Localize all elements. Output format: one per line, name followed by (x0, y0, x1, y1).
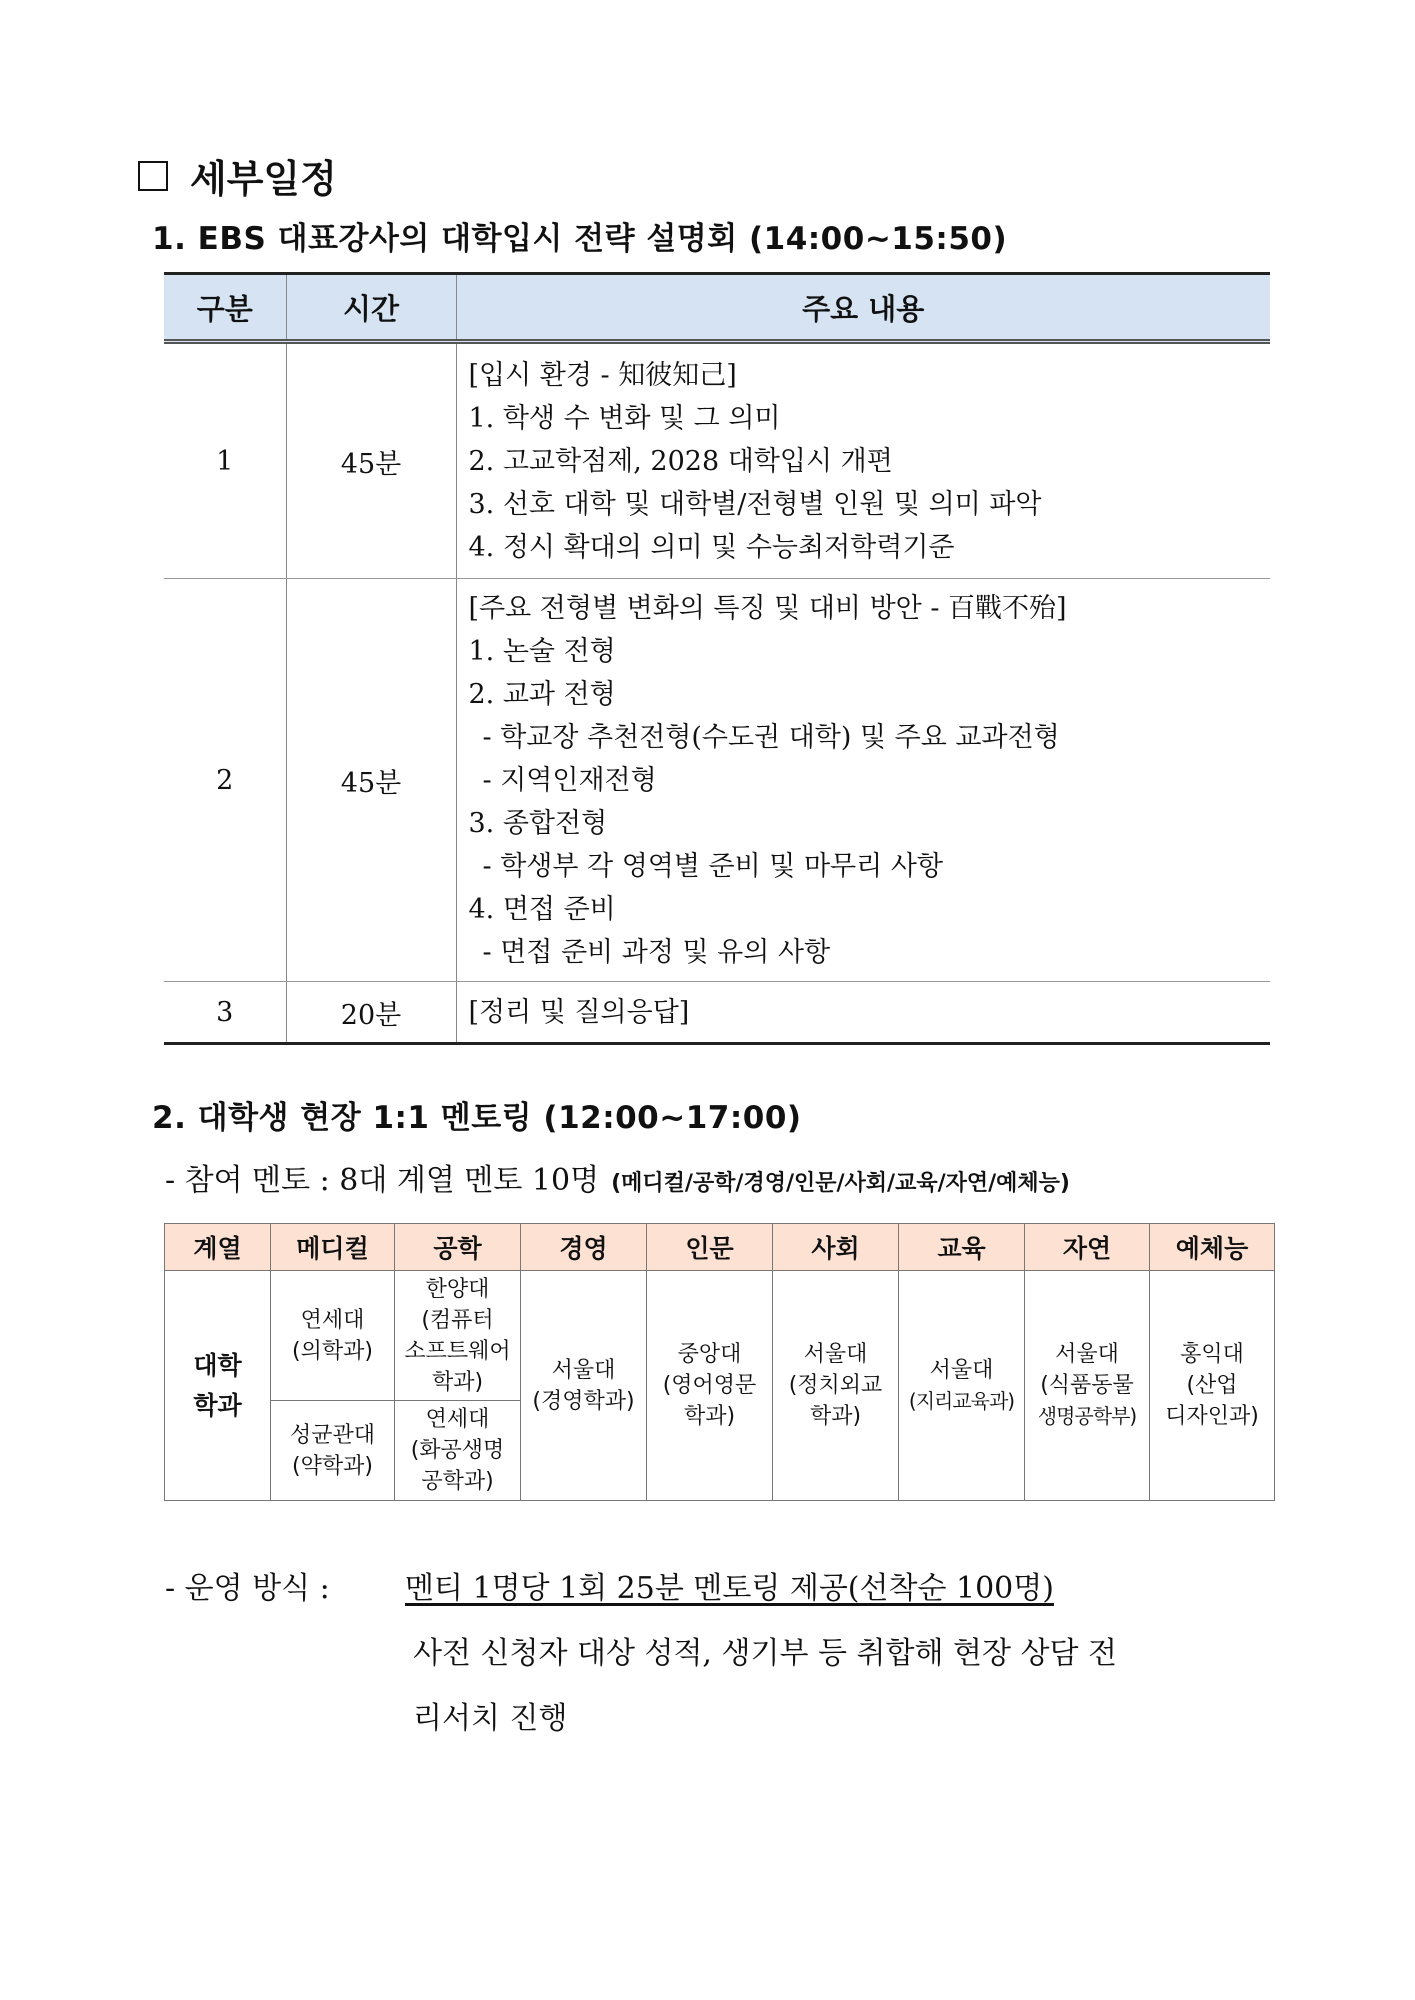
header-medical: 메디컬 (271, 1224, 395, 1271)
content-line: - 학교장 추천전형(수도권 대학) 및 주요 교과전형 (482, 721, 1060, 753)
mentor-cell-engineering-2: 연세대 (화공생명 공학과) (395, 1401, 521, 1501)
content-line: 3. 선호 대학 및 대학별/전형별 인원 및 의미 파악 (468, 488, 1042, 520)
header-business: 경영 (521, 1224, 647, 1271)
content-line: - 면접 준비 과정 및 유의 사항 (482, 936, 831, 968)
content-line: [주요 전형별 변화의 특징 및 대비 방안 - 百戰不殆] (468, 592, 1067, 624)
row-number: 3 (164, 982, 286, 1044)
content-line: 3. 종합전형 (468, 807, 608, 839)
mentor-cell-humanities: 중앙대 (영어영문 학과) (647, 1271, 773, 1501)
row-content (456, 982, 1270, 1044)
mentor-cell-medical-1: 연세대 (의학과) (271, 1271, 395, 1401)
section2-title: 2. 대학생 현장 1:1 멘토링 (12:00~17:00) (152, 1100, 802, 1136)
operation-label: - 운영 방식 : (165, 1571, 330, 1606)
content-line: 2. 고교학점제, 2028 대학입시 개편 (468, 445, 893, 477)
mentor-cell-education: 서울대 (지리교육과) (899, 1271, 1025, 1501)
mentor-cell-engineering-1: 한양대 (컴퓨터 소프트웨어 학과) (395, 1271, 521, 1401)
operation-line-2: 사전 신청자 대상 성적, 생기부 등 취합해 현장 상담 전 (413, 1636, 1117, 1671)
header-natural: 자연 (1025, 1224, 1150, 1271)
section1-title: 1. EBS 대표강사의 대학입시 전략 설명회 (14:00~15:50) (152, 221, 1008, 257)
content-line: [정리 및 질의응답] (468, 996, 690, 1028)
content-line: 1. 논술 전형 (468, 635, 616, 667)
participants-text: - 참여 멘토 : 8대 계열 멘토 10명 (165, 1163, 600, 1198)
participants-line (165, 1155, 1070, 1199)
mentor-row (165, 1271, 1275, 1401)
table-row (164, 579, 1270, 982)
content-line: 1. 학생 수 변화 및 그 의미 (468, 402, 781, 434)
mentor-cell-business: 서울대 (경영학과) (521, 1271, 647, 1501)
row-number: 2 (164, 579, 286, 982)
row-time: 20분 (286, 982, 456, 1044)
operation-line-3: 리서치 진행 (413, 1701, 568, 1736)
row-time: 45분 (286, 342, 456, 579)
mentor-cell-natural: 서울대 (식품동물 생명공학부) (1025, 1271, 1150, 1501)
content-line: 4. 정시 확대의 의미 및 수능최저학력기준 (468, 531, 955, 563)
header-education: 교육 (899, 1224, 1025, 1271)
row-content (456, 579, 1270, 982)
section-heading (138, 148, 337, 203)
table-row (164, 342, 1270, 579)
lecture-schedule-table (164, 272, 1270, 1045)
content-line: 4. 면접 준비 (468, 893, 616, 925)
row-content (456, 342, 1270, 579)
header-content: 주요 내용 (456, 274, 1270, 342)
mentor-table (164, 1223, 1275, 1501)
content-line: - 학생부 각 영역별 준비 및 마무리 사항 (482, 850, 943, 882)
content-line: 2. 교과 전형 (468, 678, 616, 710)
participants-fields: (메디컬/공학/경영/인문/사회/교육/자연/예체능) (611, 1171, 1070, 1196)
table-header-row (164, 274, 1270, 342)
row-time: 45분 (286, 579, 456, 982)
header-social: 사회 (773, 1224, 899, 1271)
header-arts: 예체능 (1150, 1224, 1275, 1271)
checkbox-square-icon (138, 161, 168, 191)
header-time: 시간 (286, 274, 456, 342)
header-engineering: 공학 (395, 1224, 521, 1271)
mentor-cell-arts: 홍익대 (산업 디자인과) (1150, 1271, 1275, 1501)
header-humanities: 인문 (647, 1224, 773, 1271)
operation-line-1: 멘티 1명당 1회 25분 멘토링 제공(선착순 100명) (405, 1571, 1054, 1606)
content-line: - 지역인재전형 (482, 764, 657, 796)
header-category: 구분 (164, 274, 286, 342)
mentor-header-row (165, 1224, 1275, 1271)
content-line: [입시 환경 - 知彼知己] (468, 359, 737, 391)
section-heading-text: 세부일정 (190, 157, 337, 201)
mentor-cell-social: 서울대 (정치외교 학과) (773, 1271, 899, 1501)
row-header-university-major: 대학 학과 (165, 1271, 271, 1501)
table-row (164, 982, 1270, 1044)
row-number: 1 (164, 342, 286, 579)
mentor-cell-medical-2: 성균관대 (약학과) (271, 1401, 395, 1501)
header-field: 계열 (165, 1224, 271, 1271)
